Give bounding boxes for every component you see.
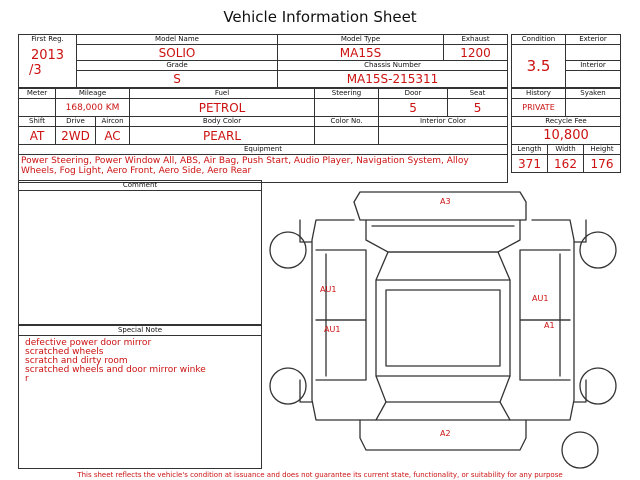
equipment-cell [19, 155, 508, 183]
interior-color-value [379, 127, 508, 145]
damage-mark: AU1 [532, 294, 549, 303]
special-note-label: Special Note [19, 326, 261, 336]
shift-value: AT [19, 127, 56, 145]
model-type-label: Model Type [278, 35, 444, 45]
body-color-label: Body Color [130, 117, 315, 127]
hood-outline [366, 220, 520, 252]
syaken-value [566, 99, 621, 117]
damage-mark: A2 [440, 429, 451, 438]
special-note-line: scratched wheels [25, 347, 104, 357]
interior-color-label: Interior Color [379, 117, 508, 127]
comment-box [18, 180, 262, 325]
sheet-title: Vehicle Information Sheet [223, 8, 417, 26]
seat-value: 5 [448, 99, 508, 117]
recycle-fee-value: 10,800 [512, 127, 621, 145]
drive-label: Drive [56, 117, 96, 127]
wheel-front-left [270, 232, 306, 268]
vehicle-info-table [18, 34, 508, 88]
equipment-label: Equipment [19, 145, 508, 155]
exhaust-value: 1200 [444, 45, 508, 61]
model-type-value: MA15S [278, 45, 444, 61]
special-note-line: defective power door mirror [25, 338, 152, 348]
interior-value [566, 71, 621, 88]
meter-value [19, 99, 56, 117]
first-reg-cell [19, 35, 77, 88]
chassis-value: MA15S-215311 [278, 71, 508, 88]
rear-window [376, 376, 510, 402]
damage-mark: AU1 [324, 325, 341, 334]
grade-label: Grade [77, 61, 278, 71]
fuel-label: Fuel [130, 89, 315, 99]
damage-mark: A3 [440, 197, 451, 206]
right-front-door [520, 250, 570, 320]
damage-mark: AU1 [320, 285, 337, 294]
sill-lines [326, 254, 560, 376]
seat-label: Seat [448, 89, 508, 99]
door-value: 5 [379, 99, 448, 117]
height-label: Height [584, 145, 621, 155]
equipment-text: Power Steering, Power Window All, ABS, Air Bag, Push Start, Audio Player, Navigation System, Alloy Wheels, Fog Light, Aero Front, Aero Side, Aero Rear [21, 156, 469, 176]
steering-label: Steering [315, 89, 379, 99]
steering-value [315, 99, 379, 117]
roof-panel [386, 290, 500, 366]
car-damage-diagram [268, 180, 620, 470]
first-reg-month: /3 [29, 63, 42, 78]
aircon-label: Aircon [96, 117, 130, 127]
history-table [511, 88, 621, 173]
first-reg-label: First Reg. [31, 35, 64, 43]
body-color-value: PEARL [130, 127, 315, 145]
grade-value: S [77, 71, 278, 88]
mileage-value: 168,000 KM [56, 99, 130, 117]
width-label: Width [548, 145, 584, 155]
condition-score: 3.5 [512, 45, 566, 88]
meter-label: Meter [19, 89, 56, 99]
fuel-value: PETROL [130, 99, 315, 117]
interior-label: Interior [566, 61, 621, 71]
recycle-fee-label: Recycle Fee [512, 117, 621, 127]
color-no-label: Color No. [315, 117, 379, 127]
chassis-label: Chassis Number [278, 61, 508, 71]
condition-label: Condition [512, 35, 566, 45]
disclaimer-footer: This sheet reflects the vehicle's condition at issuance and does not guarantee its current state, functionality, or suitability for any purpose [77, 471, 563, 479]
specs-table [18, 88, 508, 183]
length-value: 371 [512, 155, 548, 173]
height-value: 176 [584, 155, 621, 173]
rear-pillars [376, 402, 510, 420]
shift-label: Shift [19, 117, 56, 127]
length-label: Length [512, 145, 548, 155]
color-no-value [315, 127, 379, 145]
exterior-value [566, 45, 621, 61]
special-note-box [18, 325, 262, 469]
special-note-line: r [25, 374, 29, 384]
syaken-label: Syaken [566, 89, 621, 99]
special-note-list [19, 336, 261, 387]
door-label: Door [379, 89, 448, 99]
wheel-front-right [580, 232, 616, 268]
drive-value: 2WD [56, 127, 96, 145]
history-value: PRIVATE [512, 99, 566, 117]
damage-mark: A1 [544, 321, 555, 330]
aircon-value: AC [96, 127, 130, 145]
condition-table [511, 34, 621, 88]
model-name-value: SOLIO [77, 45, 278, 61]
special-note-line: scratch and dirty room [25, 356, 128, 366]
comment-label: Comment [19, 181, 261, 191]
history-label: History [512, 89, 566, 99]
width-value: 162 [548, 155, 584, 173]
first-reg-year: 2013 [30, 48, 65, 63]
roof [376, 280, 510, 376]
mileage-label: Mileage [56, 89, 130, 99]
model-name-label: Model Name [77, 35, 278, 45]
special-note-line: scratched wheels and door mirror winke [25, 365, 206, 375]
exhaust-label: Exhaust [444, 35, 508, 45]
windshield [376, 252, 510, 280]
spare-wheel [562, 432, 598, 468]
exterior-label: Exterior [566, 35, 621, 45]
